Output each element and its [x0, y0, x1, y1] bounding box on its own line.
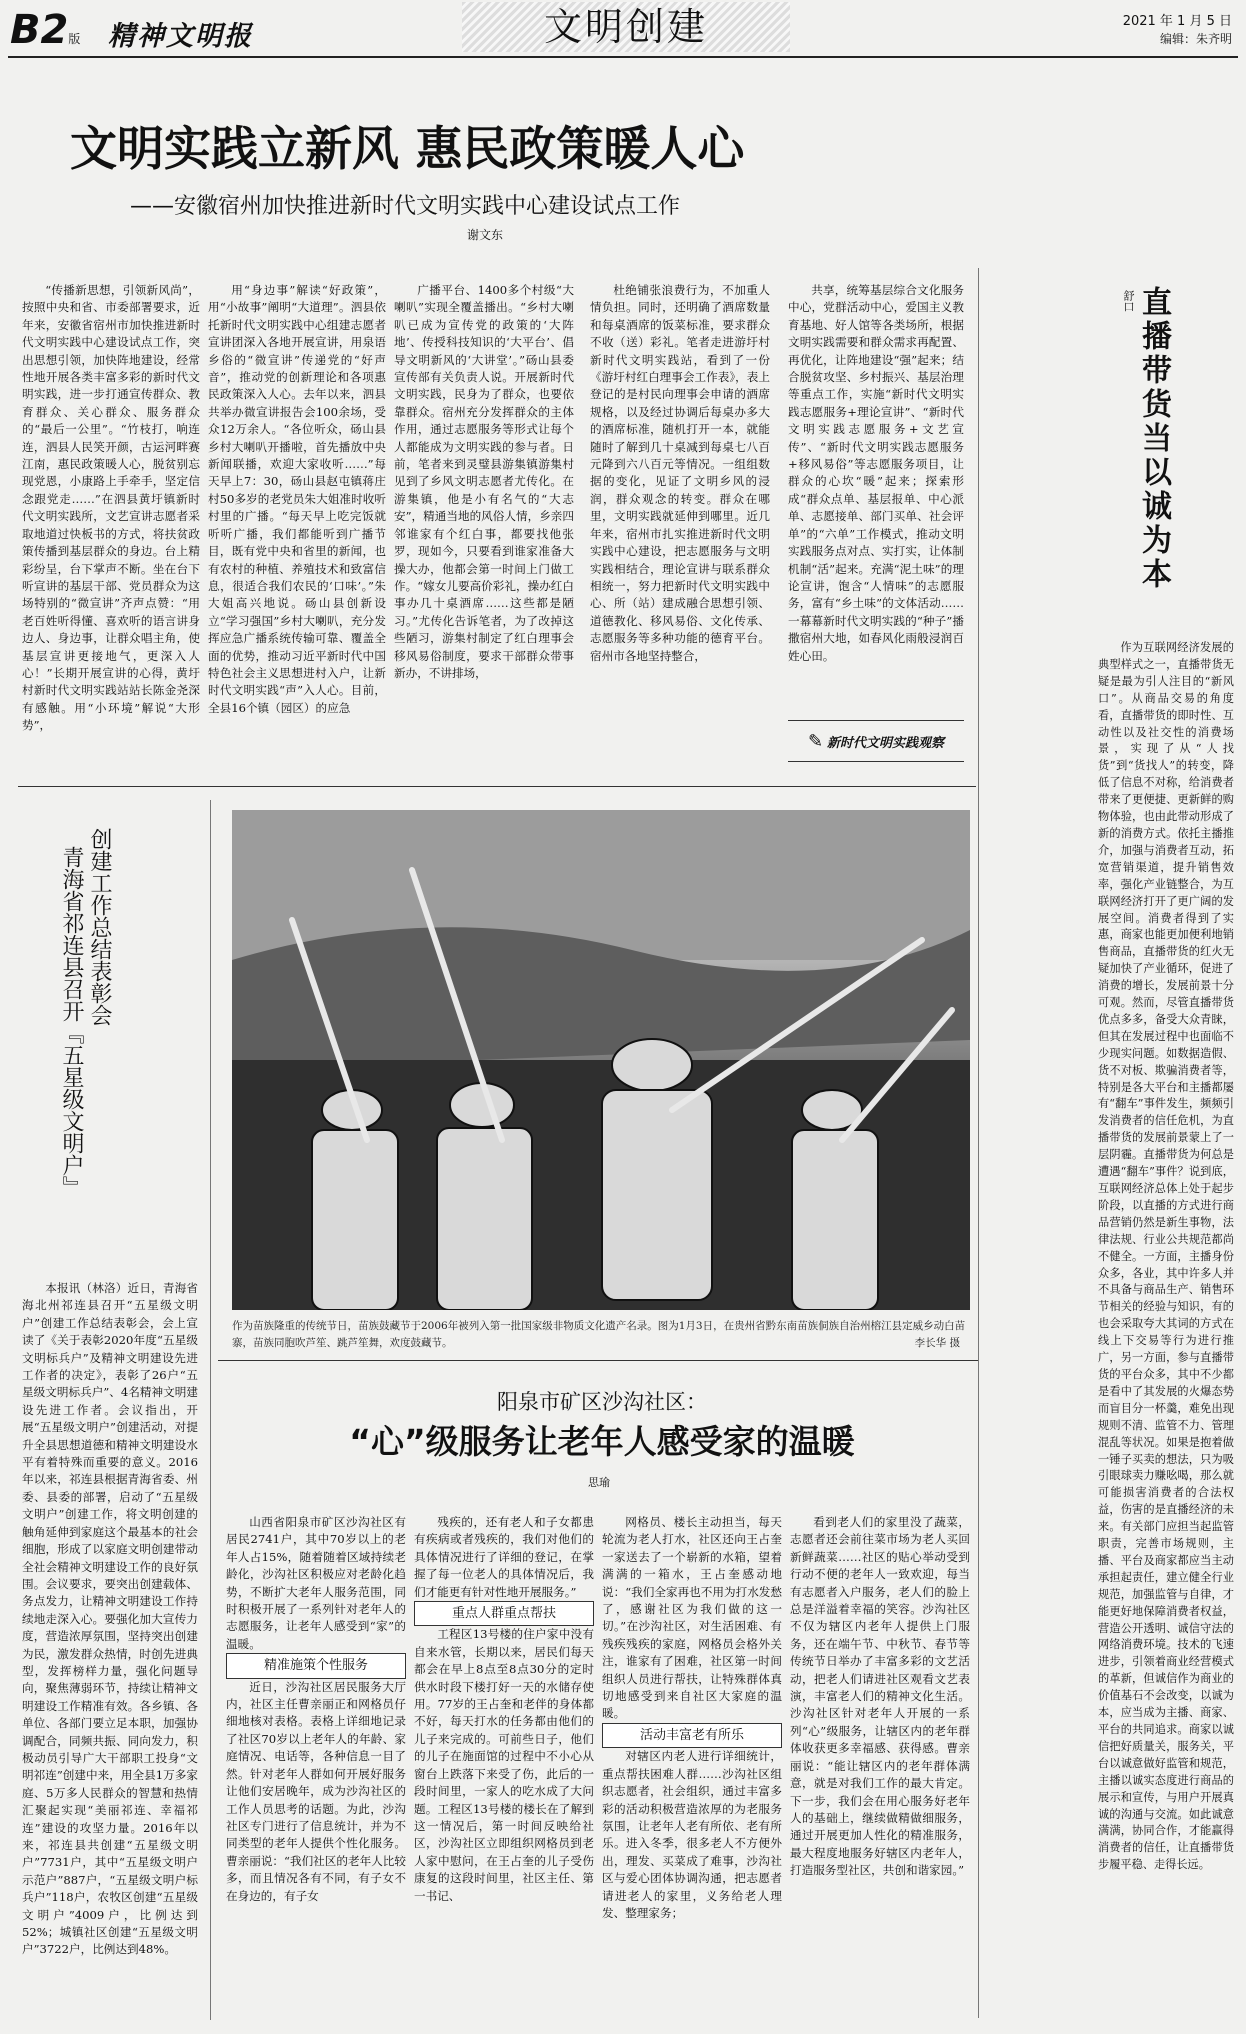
lead-col-1: “传播新思想，引领新风尚”，按照中央和省、市委部署要求，近年来，安徽省宿州市加快推进新时代文明实践中心建设试点工作，突出思想引领，加快阵地建设，经常性地开展各类丰富多彩的新时代文明实践，进一步打通宣传群众、教育群众、关心群众、服务群众的“最后一公里”。“竹枝打，响连连，泗县人民笑开颜，古运河畔赛江南，惠民政策暖人心，脱贫别忘现党恩，小康路上手牵手，坚定信念跟党走……”在泗县黄圩镇新时代文明实践所，文艺宣讲志愿者采取地道过快板书的方式，将扶贫政策传播到基层群众的身边。台上精彩纷呈，台下掌声不断。坐在台下听宣讲的基层干部、党员群众为这场特别的“微宣讲”齐声点赞：“用老百姓听得懂、喜欢听的语言讲身边人、身边事，让群众唱主角，使基层宣讲更接地气，更深入人心！”长期开展宣讲的心得，黄圩村新时代文明实践站站长陈金尧深有感触。用“小环境”解说“大形势”，: [22, 283, 200, 733]
lead-col-2: 用“身边事”解读“好政策”，用“小故事”阐明“大道理”。泗县依托新时代文明实践中心组建志愿者宣讲团深入各地开展宣讲，用泉语乡俗的“微宣讲”传递党的“好声音”，推动党的创新理论和各项惠民政策深入人心。去年以来，泗县共举办微宣讲报告会100余场，受众12万余人。“各位听众，砀山县乡村大喇叭开播啦，首先播放中央新闻联播，欢迎大家收听……”每天早上7：30，砀山县赵屯镇蒋庄村50多岁的老党员朱大姐准时收听村里的广播。“每天早上吃完饭就听听广播，我们都能听到广播节目，既有党中央和省里的新闻，也有农村的种植、养殖技术和致富信息，很适合我们农民的‘口味’。”朱大姐高兴地说。砀山县创新设立“学习强国”乡村大喇叭，充分发挥应急广播系统传输可靠、覆盖全面的优势，推动习近平新时代中国特色社会主义思想进村入户，让新时代文明实践“声”入人心。目前，全县16个镇（园区）的应急: [208, 283, 386, 715]
masthead: [0, 0, 1246, 62]
lead-byline: 谢文东: [467, 228, 504, 242]
feature-col-1: 山西省阳泉市矿区沙沟社区有居民2741户，其中70岁以上的老年人占15%，随着随着区域持续老龄化，沙沟社区积极应对老龄化趋势，不断扩大老年人服务范围，同时积极开展了一系列针对老年人的志愿服务，让老年人感受到“家”的温暖。 精准施策个性服务 近日，沙沟社区居民服务大厅内，社区主任曹亲丽正和网格员仔细地核对表格。表格上详细地记录了社区70岁以上老年人的年龄、家庭情况、电话等，各种信息一目了然。针对老年人群如何开展好服务让他们安居晚年，成为沙沟社区的工作人员思考的话题。为此，沙沟社区专门进行了信息统计，并为不同类型的老年人提供个性化服务。曹亲丽说：“我们社区的老年人比较多，而且情况各有不同，有子女不在身边的，有子女: [226, 1515, 406, 1903]
feature-kicker: 阳泉市矿区沙沟社区：: [497, 1390, 707, 1414]
lead-col-5: 共享，统筹基层综合文化服务中心，党群活动中心，爱国主义教育基地、好人馆等各类场所，根据文明实践需要和群众需求再配置、再优化，让阵地建设“强”起来；结合脱贫攻坚、乡村振兴、基层治理等重点工作，实施“新时代文明实践志愿服务+理论宣讲”、“新时代文明实践志愿服务+文艺宣传”、“新时代文明实践志愿服务+移风易俗”等志愿服务项目，让群众的心坎“暖”起来；探索形成“群众点单、基层报单、中心派单、志愿接单、部门买单、社会评单”的“六单”工作模式，推动文明实践服务点对点、实打实，让体制机制“活”起来。充满“泥土味”的理论宣讲，饱含“人情味”的志愿服务，富有“乡土味”的文体活动……一幕幕新时代文明实践的“种子”播撒宿州大地，如春风化雨般浸润百姓心田。: [788, 283, 964, 663]
feature-subhead-3: 活动丰富老有所乐: [602, 1723, 782, 1748]
feature-headline: “心”级服务让老年人感受家的温暖: [349, 1422, 855, 1461]
feature-subhead-2: 重点人群重点帮扶: [414, 1601, 594, 1626]
brief-title-col2: 青海省祁连县召开『五星级文明户』: [59, 846, 84, 1198]
section-banner: [462, 2, 790, 52]
brief-divider: [210, 800, 211, 2020]
photo-bottom-rule: [218, 1360, 978, 1361]
lead-headline: 文明实践立新风 惠民政策暖人心: [70, 122, 745, 177]
feature-col-3: 网格员、楼长主动担当，每天轮流为老人打水，社区还向王占奎一家送去了一个崭新的水箱，望着满满的一箱水，王占奎感动地说：“我们全家再也不用为打水发愁了，感谢社区为我们做的这一切。”在沙沟社区，对生活困难、有残疾残疾的家庭，网格员会格外关注，谁家有了困难，社区第一时间组织人员进行帮扶，让特殊群体真切地感受到来自社区大家庭的温暖。 活动丰富老有所乐 对辖区内老人进行详细统计，重点帮扶困难人群……沙沟社区组织志愿者，社会组织，通过丰富多彩的活动积极营造浓厚的为老服务氛围，让老年人老有所依、老有所乐。进入冬季，很多老人不方便外出，理发、买菜成了难事，沙沟社区与爱心团体协调沟通，把志愿者请进老人的家里，义务给老人理发、整理家务；: [602, 1515, 782, 1920]
paper-name: 精神文明报: [108, 21, 253, 52]
lead-col-4: 杜绝铺张浪费行为，不加重人情负担。同时，还明确了酒席数量和每桌酒席的饭菜标准，要求群众不收（送）彩礼。笔者走进游圩村新时代文明实践站，看到了一份《游圩村红白理事会工作表》，表上登记的是村民向理事会申请的酒席规格，以及经过协调后每桌办多大的酒席标准，随机打开一本，就能随时了解到几十桌减到每桌七八百元降到六八百元等情况。一组组数据的变化，见证了文明乡风的浸润，群众观念的转变。群众在哪里，文明实践就延伸到哪里。近几年来，宿州市扎实推进新时代文明实践中心建设，把志愿服务与文明实践相结合，理论宣讲与联系群众相统一，努力把新时代文明实践中心、所（站）建成融合思想引领、道德教化、移风易俗、文化传承、志愿服务等多种功能的德育平台。宿州市各地坚持整合，: [590, 283, 770, 663]
lead-col-3: 广播平台、1400多个村级“大喇叭”实现全覆盖播出。“乡村大喇叭已成为宣传党的政策的‘大阵地’、传授科技知识的‘大平台’、倡导文明新风的‘大讲堂’。”砀山县委宣传部有关负责人说。开展新时代文明实践，民身为了群众，也要依靠群众。宿州充分发挥群众的主体作用，通过志愿服务等形式让每个人都能成为文明实践的参与者。日前，笔者来到灵璧县游集镇游集村见到了乡风文明志愿者尤传化。在游集镇，他是小有名气的“大志安”，精通当地的风俗人情，乡亲四邻谁家有个红白事，都要找他张罗，现如今，只要看到谁家准备大操大办，他都会第一时间上门做工作。“嫁女儿要高价彩礼，操办红白事办几十桌酒席……这些都是陋习。”尤传化告诉笔者，为了改掉这些陋习，游集村制定了红白理事会移风易俗制度，要求干部群众带事新办，不讲排场，: [394, 283, 574, 680]
brush-icon: ✎: [807, 730, 824, 752]
feature-col-4: 看到老人们的家里没了蔬菜，志愿者还会前往菜市场为老人买回新鲜蔬菜……社区的贴心举动受到行动不便的老年人一致欢迎，每当有志愿者入户服务，老人们的脸上总是洋溢着幸福的笑容。沙沟社区不仅为辖区内老年人提供上门服务，还在端午节、中秋节、春节等传统节日举办了丰富多彩的文艺活动，把老人们请进社区观看文艺表演，丰富老人们的精神文化生活。沙沟社区针对老年人开展的一系列“心”级服务，让辖区内的老年群体收获更多幸福感、获得感。曹亲丽说：“能让辖区内的老年群体满意，就是对我们工作的最大肯定。下一步，我们会在用心服务好老年人的基础上，继续做精做细服务，通过开展更加人性化的精准服务，最大程度地服务好辖区内老年人，打造服务型社区，共创和谐家园。”: [790, 1515, 970, 1878]
photo-credit: 李长华 摄: [914, 1337, 960, 1349]
brief-title-col1: 创建工作总结表彰会: [87, 828, 112, 1026]
opinion-body: 作为互联网经济发展的典型样式之一，直播带货无疑是最为引人注目的“新风口”。从商品交易的角度看，直播带货的即时性、互动性以及社交性的消费场景，实现了从“人找货”到“货找人”的转变，降低了信息不对称，给消费者带来了更便捷、更新鲜的购物体验，也由此带动形成了新的消费方式。依托主播推介，加强与消费者互动，拓宽营销渠道，提升销售效率，强化产业链整合，为互联网经济打开了更广阔的发展空间。消费者得到了实惠，商家也能更加便利地销售商品，直播带货的红火无疑加快了产业循环，促进了消费的增长，发展前景十分可观。然而，尽管直播带货优点多多，备受大众青睐，但其在发展过程中也面临不少现实问题。如数据造假、货不对板、欺骗消费者等，特别是各大平台和主播都屡有“翻车”事件发生，频频引发消费者的信任危机，为直播带货的发展前景蒙上了一层阴霾。直播带货为何总是遭遇“翻车”事件？说到底，互联网经济总体上处于起步阶段，以直播的方式进行商品营销仍然是新生事物，法律法规、行业公共规范都尚不健全。一方面，主播身份众多，各业，其中许多人并不具备与商品生产、销售环节相关的经验与知识，有的也会采取夸大其词的方式在线上下交易等行为进行推广，另一方面，参与直播带货的平台众多，其中不少都是看中了其发展的火爆态势而盲目分一杯羹，难免出现规则不清、监管不力、管理混乱等状况。如果是抱着做一锤子买卖的想法，只为吸引眼球卖力赚吆喝，那么就可能损害消费者的合法权益，伤害的是直播经济的未来。有关部门应担当起监管职责，完善市场规则，主播、平台及商家都应当主动承担起责任，建立健全行业规范，加强监管与自律，才能更好地保障消费者权益，营造公开透明、诚信守法的网络消费环境。技术的飞速进步，引领着商业经营模式的革新，但诚信作为商业的价值基石不会改变，以诚为本，应当成为主播、商家、平台的共同追求。商家以诚信把好质量关，服务关，平台以诚意做好监管和规范，主播以诚实态度进行商品的展示和宣传，与用户开展真诚的沟通与交流。如此诚意满满，协同合作，才能赢得消费者的信任，让直播带货步履平稳、走得长远。: [1098, 641, 1234, 1872]
feature-col-2: 残疾的，还有老人和子女都患有疾病或者残疾的，我们对他们的具体情况进行了详细的登记，在掌握了每一位老人的具体情况后，我们才能更有针对性地开展服务。” 重点人群重点帮扶 工程区13号楼的住户家中没有自来水管，长期以来，居民们每天都会在早上8点至8点30分的定时供水时段下楼打好一天的水储存使用。77岁的王占奎和老伴的身体都不好，每天打水的任务都由他们的儿子来完成的。可前些日子，他们的儿子在施面馆的过程中不小心从窗台上跌落下来受了伤，此后的一段时间里，一家人的吃水成了大问题。工程区13号楼的楼长在了解到这一情况后，第一时间反映给社区，沙沟社区立即组织网格员到老人家中慰问，在王占奎的儿子受伤康复的这段时间里，社区主任、第一书记、: [414, 1515, 594, 1903]
masthead-rule: [8, 56, 1238, 58]
lead-badge: ✎ 新时代文明实践观察: [788, 720, 964, 762]
photo-caption: 作为苗族隆重的传统节日，苗族鼓藏节于2006年被列入第一批国家级非物质文化遗产名录。图为1月3日，在贵州省黔东南苗族侗族自治州榕江县定威乡动白苗寨，苗族同胞吹芦笙、跳芦笙舞，欢度鼓藏节。 李长华 摄: [232, 1318, 970, 1352]
news-photo: [232, 810, 970, 1310]
lead-subheadline: ——安徽宿州加快推进新时代文明实践中心建设试点工作: [130, 194, 681, 219]
issue-date: 2021 年 1 月 5 日: [1122, 14, 1232, 29]
lead-bottom-rule: [18, 786, 976, 787]
page-number: B2版: [10, 7, 81, 53]
opinion-byline: 舒口: [1122, 290, 1135, 312]
editor-line: 编辑：朱齐明: [1159, 32, 1232, 46]
photo-illustration: [232, 810, 970, 1310]
opinion-title: 直播带货当以诚为本: [1136, 286, 1171, 592]
brief-body: 本报讯（林洛）近日，青海省海北州祁连县召开“五星级文明户”创建工作总结表彰会，会上宣读了《关于表彰2020年度“五星级文明标兵户”及精神文明建设先进工作者的决定》，表彰了26户“五星级文明标兵户”、4名精神文明建设先进工作者。会议指出，开展“五星级文明户”创建活动，对提升全县思想道德和精神文明建设水平有着特殊而重要的意义。2016年以来，祁连县根据青海省委、州委、县委的部署，启动了“五星级文明户”创建工作，将文明创建的触角延伸到家庭这个最基本的社会细胞，形成了以家庭文明创建带动全社会精神文明建设工作的良好氛围。会议要求，要突出创建载体、务点发力，让精神文明建设工作持续地走深入心。要强化加大宣传力度，营造浓厚氛围，坚持突出创建为民，激发群众热情，时创先进典型，发挥榜样力量，强化问题导向，聚焦薄弱环节，持续让精神文明建设工作精准有效。各乡镇、各单位、各部门要立足本职，加强协调配合，同频共振、同向发力，积极动员引导广大干部职工投身“文明祁连”创建中来，用全县1万多家庭、5万多人民群众的智慧和热情汇聚起实现“美丽祁连、幸福祁连”建设的攻坚力量。2016年以来，祁连县共创建“五星级文明户”7731户，其中“五星级文明户示范户”887户，“五星级文明户标兵户”118户，农牧区创建“五星级文明户”4009户，比例达到52%；城镇社区创建“五星级文明户”3722户，比例达到48%。: [22, 1281, 198, 1957]
feature-subhead-1: 精准施策个性服务: [226, 1653, 406, 1678]
opinion-divider: [978, 268, 979, 2018]
feature-byline: 思瑜: [588, 1476, 610, 1489]
section-title: 文明创建: [543, 5, 708, 49]
